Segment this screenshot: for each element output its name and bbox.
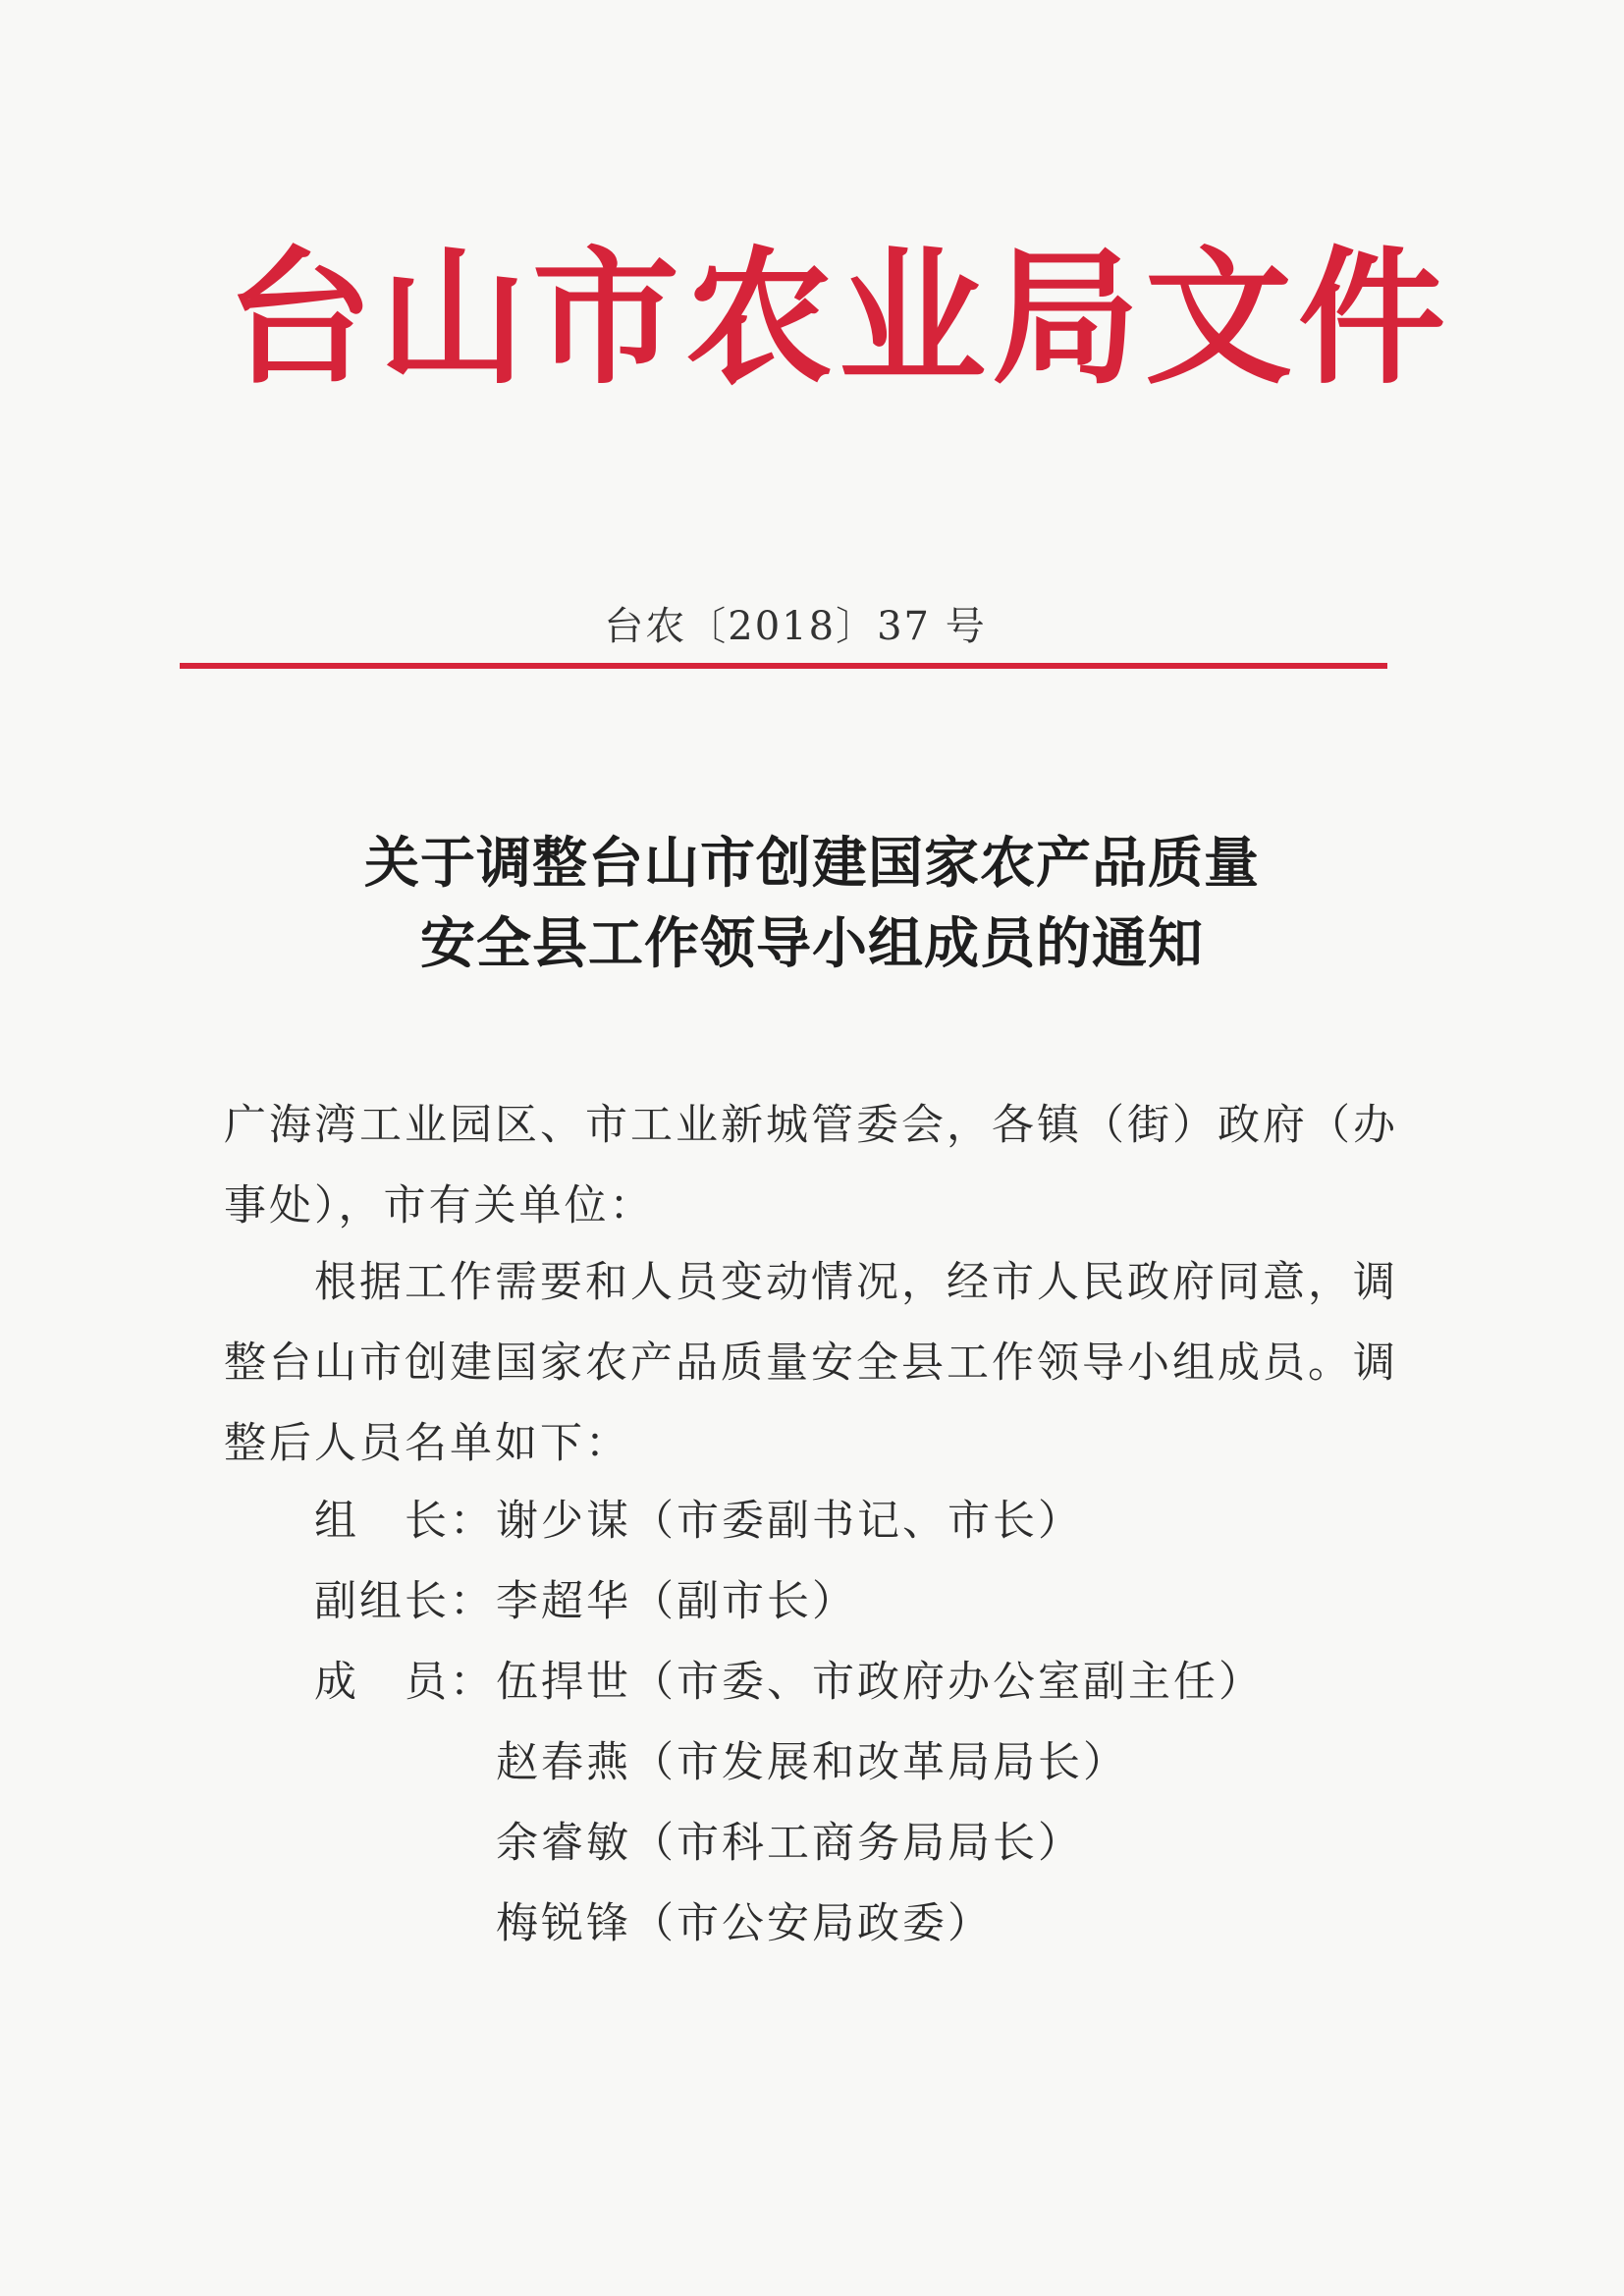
roster-role: 副组长： xyxy=(314,1577,495,1626)
recipient-block xyxy=(224,1085,1422,1246)
recipient-line-2: 事处），市有关单位： xyxy=(224,1181,655,1230)
roster-member: 余睿敏（市科工商务局局长） xyxy=(496,1819,1083,1868)
notice-title-line-1: 关于调整台山市创建国家农产品质量 xyxy=(364,831,1260,896)
roster-role xyxy=(314,1722,496,1803)
roster-row xyxy=(314,1803,1394,1884)
roster-role: 成 员： xyxy=(314,1658,495,1707)
roster-role xyxy=(314,1884,496,1964)
roster-row xyxy=(314,1481,1394,1561)
notice-title-line-2: 安全县工作领导小组成员的通知 xyxy=(420,911,1204,976)
paragraph-line-2: 整台山市创建国家农产品质量安全县工作领导小组成员。调 xyxy=(224,1339,1398,1388)
roster-row xyxy=(314,1884,1394,1964)
paragraph-line-1: 根据工作需要和人员变动情况，经市人民政府同意，调 xyxy=(314,1258,1398,1307)
roster-row xyxy=(314,1642,1394,1722)
roster-role: 组 长： xyxy=(314,1497,495,1546)
member-roster xyxy=(314,1481,1394,1964)
roster-role xyxy=(314,1803,496,1884)
roster-member: 李超华（副市长） xyxy=(496,1577,857,1626)
paragraph-line-3: 整后人员名单如下： xyxy=(224,1419,630,1468)
roster-member: 谢少谋（市委副书记、市长） xyxy=(496,1497,1083,1546)
red-divider xyxy=(180,663,1387,669)
roster-row xyxy=(314,1722,1394,1803)
roster-member: 伍捍世（市委、市政府办公室副主任） xyxy=(496,1658,1264,1707)
roster-member: 梅锐锋（市公安局政委） xyxy=(496,1899,993,1948)
roster-member: 赵春燕（市发展和改革局局长） xyxy=(496,1738,1128,1787)
masthead-title: 台山市农业局文件 xyxy=(226,234,1452,405)
recipient-line-1: 广海湾工业园区、市工业新城管委会，各镇（街）政府（办 xyxy=(224,1101,1398,1150)
document-number: 台农〔2018〕37 号 xyxy=(604,604,987,649)
notice-title xyxy=(196,823,1428,984)
roster-row xyxy=(314,1561,1394,1642)
body-paragraph xyxy=(224,1242,1422,1484)
